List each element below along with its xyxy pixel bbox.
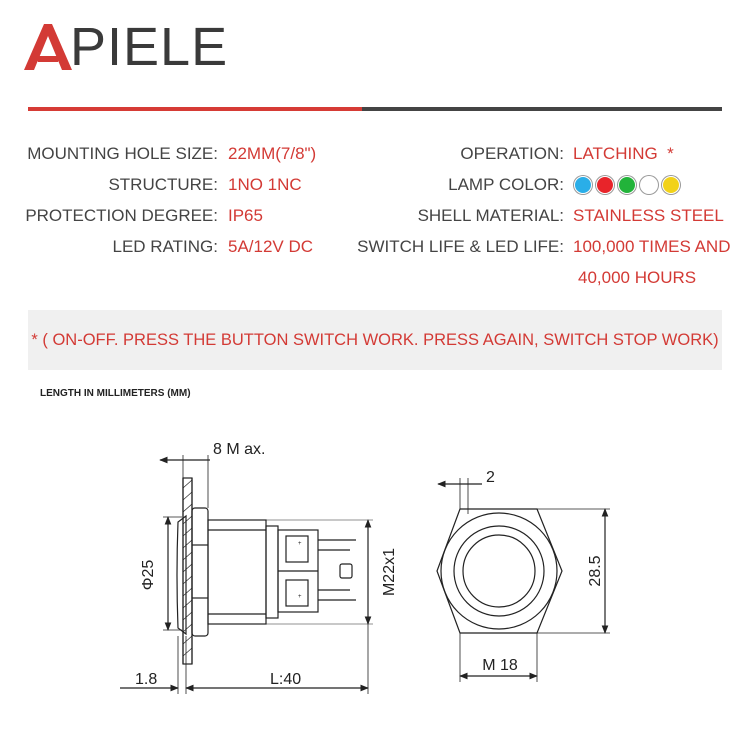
spec-value-shell-material: STAINLESS STEEL [573, 206, 724, 225]
dim-thread: M22x1 [381, 547, 398, 597]
spec-label-protection: PROTECTION DEGREE: [25, 206, 218, 225]
dim-max-thickness: 8 M ax. [213, 441, 266, 458]
terminal-mark-top: + [298, 541, 302, 547]
dim-flange: 1.8 [135, 671, 158, 688]
mounting-panel [183, 478, 192, 664]
operation-note-text: * ( ON-OFF. PRESS THE BUTTON SWITCH WORK. PRESS AGAIN, SWITCH STOP WORK) [31, 331, 719, 349]
spec-label-structure: STRUCTURE: [108, 175, 218, 194]
switch-front-view [437, 509, 562, 633]
spec-label-life: SWITCH LIFE & LED LIFE: [357, 237, 564, 256]
spec-label-shell-material: SHELL MATERIAL: [417, 206, 564, 225]
spec-value-led-life: 40,000 HOURS [578, 268, 697, 287]
spec-label-led-rating: LED RATING: [112, 237, 218, 256]
brand-name: PIELE [70, 17, 229, 77]
length-unit-note: LENGTH IN MILLIMETERS (MM) [40, 388, 191, 399]
dim-length: L:40 [270, 671, 302, 688]
spec-label-operation: OPERATION: [460, 144, 564, 163]
terminal-mark-bottom: + [298, 594, 302, 600]
spec-label-lamp-color: LAMP COLOR: [448, 175, 564, 194]
spec-value-structure: 1NO 1NC [228, 175, 302, 194]
dim-diameter: Φ25 [140, 559, 157, 591]
dim-chamfer: 2 [486, 469, 495, 486]
spec-label-mounting-hole: MOUNTING HOLE SIZE: [27, 144, 218, 163]
dim-hex-width: M 18 [482, 657, 518, 674]
dim-hex-height: 28.5 [587, 555, 604, 587]
spec-value-mounting-hole: 22MM(7/8") [228, 144, 317, 163]
switch-side-view [177, 508, 356, 636]
spec-value-protection: IP65 [228, 206, 263, 225]
spec-value-switch-life: 100,000 TIMES AND [573, 237, 731, 256]
spec-value-led-rating: 5A/12V DC [228, 237, 314, 256]
spec-value-operation: LATCHING * [573, 144, 674, 163]
